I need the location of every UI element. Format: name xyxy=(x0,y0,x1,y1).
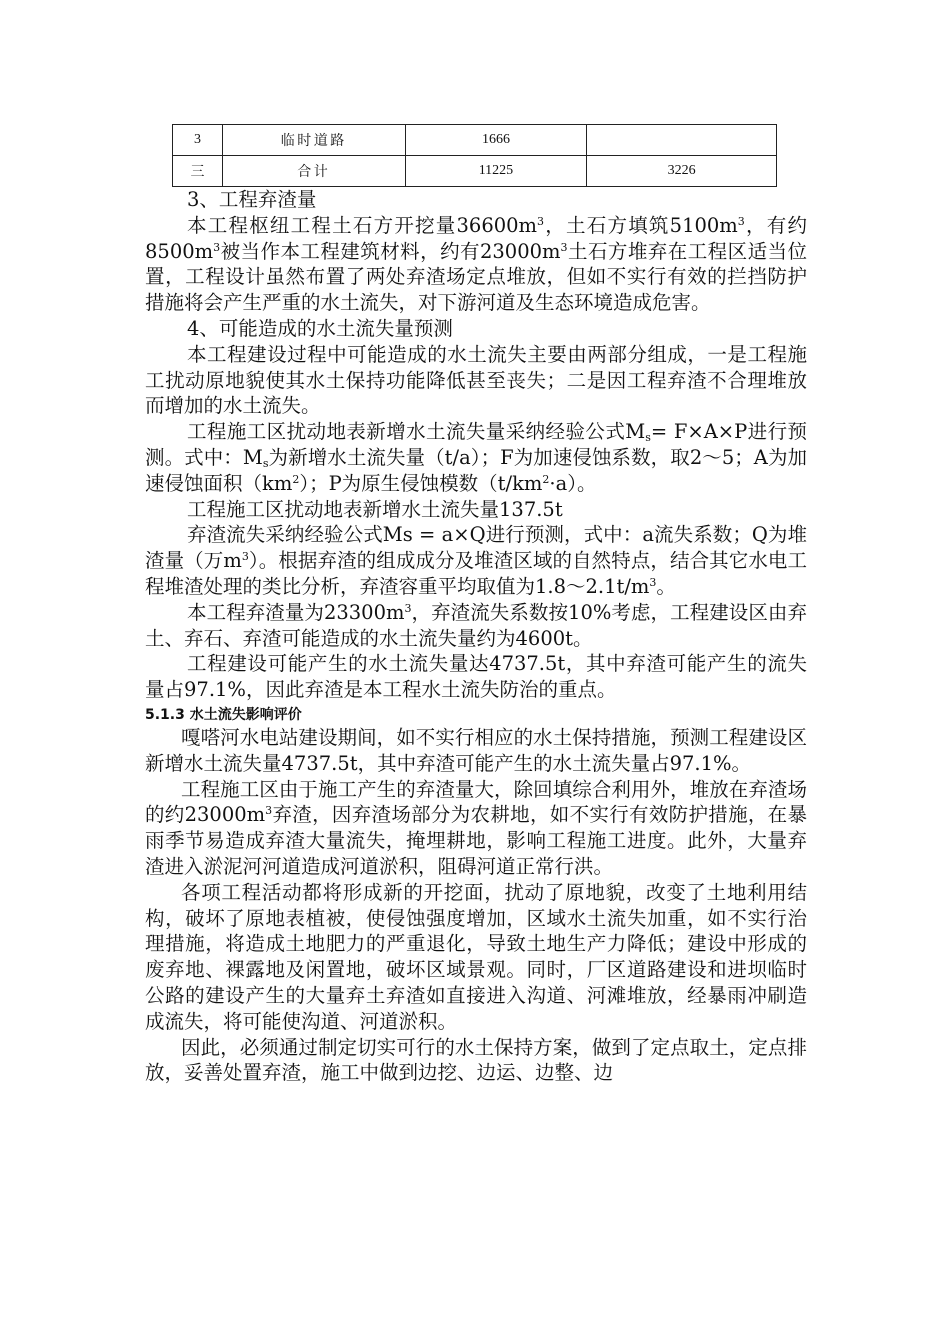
paragraph-evaluation-4: 因此，必须通过制定切实可行的水土保持方案，做到了定点取土，定点排放，妥善处置弃渣，施工中做到边挖、边运、边整、边 xyxy=(145,1035,807,1085)
section-title-prediction: 4、可能造成的水土流失量预测 xyxy=(187,316,453,340)
heading-5-1-3: 5.1.3 水土流失影响评价 xyxy=(145,706,302,723)
paragraph-formula-ms: 工程施工区扰动地表新增水土流失量采纳经验公式$M_s= F\times A\times P$进行预测。式中：$M_s$为新增水土流失量（t/a）；F为加速侵蚀系数，取2～5；A为加速侵蚀面积$(km^2)$；P为原生侵蚀模数$(t/km^2\cdot a)$。 xyxy=(145,420,808,495)
table-cell: 合计 xyxy=(222,156,405,187)
paragraph-evaluation-1: 嘎嗒河水电站建设期间，如不实行相应的水土保持措施，预测工程建设区新增水土流失量4737.5t，其中弃渣可能产生的水土流失量占97.1%。 xyxy=(145,725,807,775)
table-cell: 三 xyxy=(173,156,223,187)
paragraph-disturbance-loss: 工程施工区扰动地表新增水土流失量137.5t xyxy=(187,497,563,521)
table-cell: 11225 xyxy=(405,156,587,187)
paragraph-waste-volume: 本工程枢纽工程土石方开挖量$36600m^3$，土石方填筑$5100m^3$，有约$8500m^3$被当作本工程建筑材料，约有$23000m^3$土石方堆弃在工程区适当位置，工程设计虽然布置了两处弃渣场定点堆放，但如不实行有效的拦挡防护措施将会产生严重的水土流失，对下游河道及生态环境造成危害。 xyxy=(145,213,807,315)
paragraph-total-loss: 工程建设可能产生的水土流失量达4737.5t，其中弃渣可能产生的流失量占97.1%，因此弃渣是本工程水土流失防治的重点。 xyxy=(145,652,807,702)
table-cell: 临时道路 xyxy=(222,125,405,156)
table-cell: 1666 xyxy=(405,125,587,156)
paragraph-evaluation-3: 各项工程活动都将形成新的开挖面，扰动了原地貌，改变了土地利用结构，破坏了原地表植被，使侵蚀强度增加，区域水土流失加重，如不实行治理措施，将造成土地肥力的严重退化，导致土地生产力降低；建设中形成的废弃地、裸露地及闲置地，破坏区域景观。同时，厂区道路建设和进坝临时公路的建设产生的大量弃土弃渣如直接进入沟道、河滩堆放，经暴雨冲刷造成流失，将可能使沟道、河道淤积。 xyxy=(145,880,807,1033)
table-cell: 3 xyxy=(173,125,223,156)
paragraph-prediction-intro: 本工程建设过程中可能造成的水土流失主要由两部分组成，一是工程施工扰动原地貌使其水土保持功能降低甚至丧失；二是因工程弃渣不合理堆放而增加的水土流失。 xyxy=(145,342,807,418)
paragraph-waste-formula: 弃渣流失采纳经验公式Ms = a×Q进行预测，式中：a流失系数；Q为堆渣量（万$m^3$）。根据弃渣的组成成分及堆渣区域的自然特点，结合其它水电工程堆渣处理的类比分析，弃渣容重平均取值为$1.8\sim 2.1t/m^3$。 xyxy=(145,523,807,598)
earthwork-table xyxy=(172,124,777,187)
table-cell: 3226 xyxy=(587,156,777,187)
table-row xyxy=(173,156,777,187)
table-row xyxy=(173,125,777,156)
section-title-waste: 3、工程弃渣量 xyxy=(187,188,317,211)
document-page xyxy=(145,124,807,1086)
paragraph-waste-amount: 本工程弃渣量为$23300m^3$，弃渣流失系数按10%考虑，工程建设区由弃土、弃石、弃渣可能造成的水土流失量约为4600t。 xyxy=(145,600,807,650)
paragraph-evaluation-2: 工程施工区由于施工产生的弃渣量大，除回填综合利用外，堆放在弃渣场的约$23000m^3$弃渣，因弃渣场部分为农耕地，如不实行有效防护措施，在暴雨季节易造成弃渣大量流失，掩埋耕地，影响工程施工进度。此外，大量弃渣进入淤泥河河道造成河道淤积，阻碍河道正常行洪。 xyxy=(145,777,807,878)
table-cell xyxy=(587,125,777,156)
